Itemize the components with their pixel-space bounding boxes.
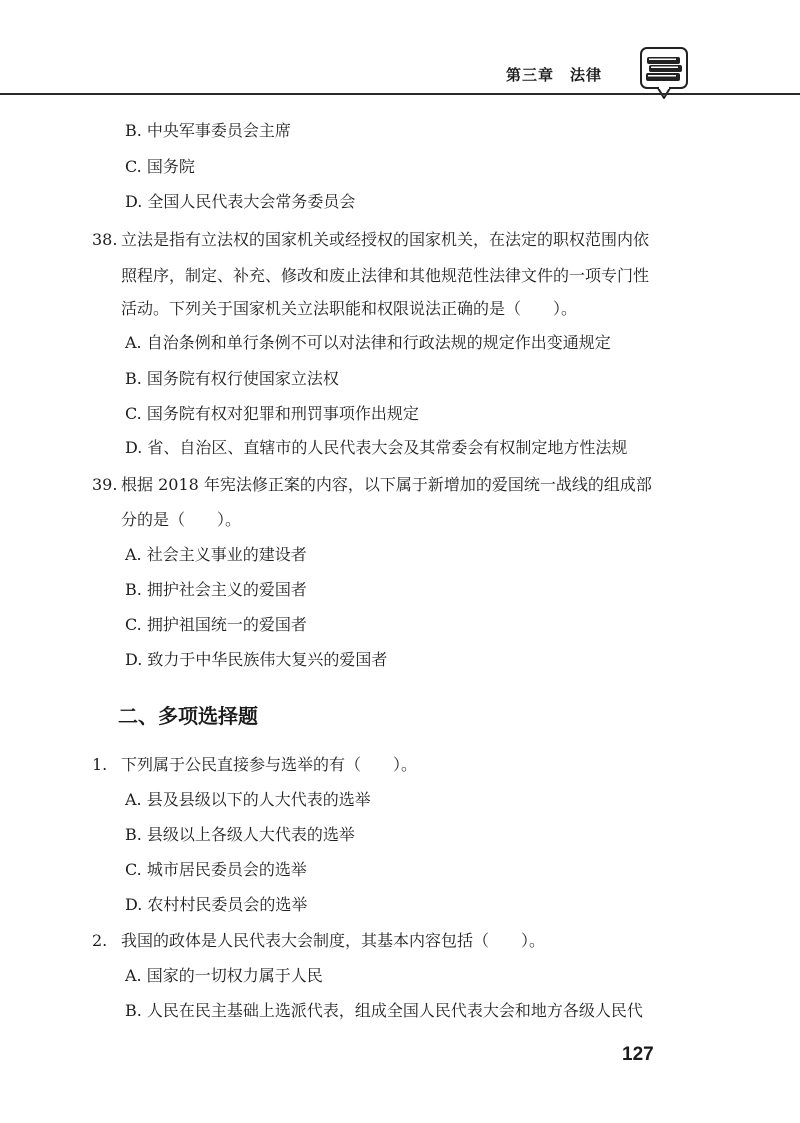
q39-option-a: A. 社会主义事业的建设者 (125, 545, 307, 564)
mc-q1-option-b: B. 县级以上各级人大代表的选举 (125, 825, 355, 844)
q39-stem-line1: 根据 2018 年宪法修正案的内容，以下属于新增加的爱国统一战线的组成部 (121, 475, 652, 494)
chapter-title: 法律 (570, 66, 603, 84)
mc-q2-option-a: A. 国家的一切权力属于人民 (125, 966, 323, 985)
q39-option-c: C. 拥护祖国统一的爱国者 (125, 615, 307, 634)
page-number: 127 (622, 1044, 654, 1065)
mc-q2-stem: 我国的政体是人民代表大会制度，其基本内容包括（ ）。 (121, 931, 546, 950)
q38-stem-line3: 活动。下列关于国家机关立法职能和权限说法正确的是（ ）。 (121, 299, 578, 318)
mc-q1-stem: 下列属于公民直接参与选举的有（ ）。 (121, 755, 418, 774)
section-title-multiple-choice: 二、多项选择题 (118, 704, 258, 728)
mc-q2-option-b: B. 人民在民主基础上选派代表，组成全国人民代表大会和地方各级人民代 (125, 1001, 643, 1020)
q39-number: 39. (92, 475, 118, 494)
q37-option-d: D. 全国人民代表大会常务委员会 (125, 192, 356, 211)
q38-number: 38. (92, 230, 118, 249)
q37-option-c: C. 国务院 (125, 157, 195, 176)
mc-q1-number: 1. (92, 755, 108, 774)
mc-q1-option-d: D. 农村村民委员会的选举 (125, 895, 308, 914)
q39-stem-line2: 分的是（ ）。 (121, 510, 242, 529)
chapter-number: 第三章 (506, 66, 555, 84)
q39-option-b: B. 拥护社会主义的爱国者 (125, 580, 307, 599)
q39-option-d: D. 致力于中华民族伟大复兴的爱国者 (125, 650, 388, 669)
q38-option-d: D. 省、自治区、直辖市的人民代表大会及其常委会有权制定地方性法规 (125, 438, 628, 457)
q38-option-a: A. 自治条例和单行条例不可以对法律和行政法规的规定作出变通规定 (125, 333, 611, 352)
q38-stem-line2: 照程序，制定、补充、修改和废止法律和其他规范性法律文件的一项专门性 (121, 266, 650, 285)
q38-stem-line1: 立法是指有立法权的国家机关或经授权的国家机关，在法定的职权范围内依 (121, 230, 650, 249)
q38-option-c: C. 国务院有权对犯罪和刑罚事项作出规定 (125, 404, 419, 423)
q38-option-b: B. 国务院有权行使国家立法权 (125, 369, 339, 388)
mc-q1-option-c: C. 城市居民委员会的选举 (125, 860, 307, 879)
mc-q1-option-a: A. 县及县级以下的人大代表的选举 (125, 790, 371, 809)
q37-option-b: B. 中央军事委员会主席 (125, 121, 291, 140)
mc-q2-number: 2. (92, 931, 108, 950)
